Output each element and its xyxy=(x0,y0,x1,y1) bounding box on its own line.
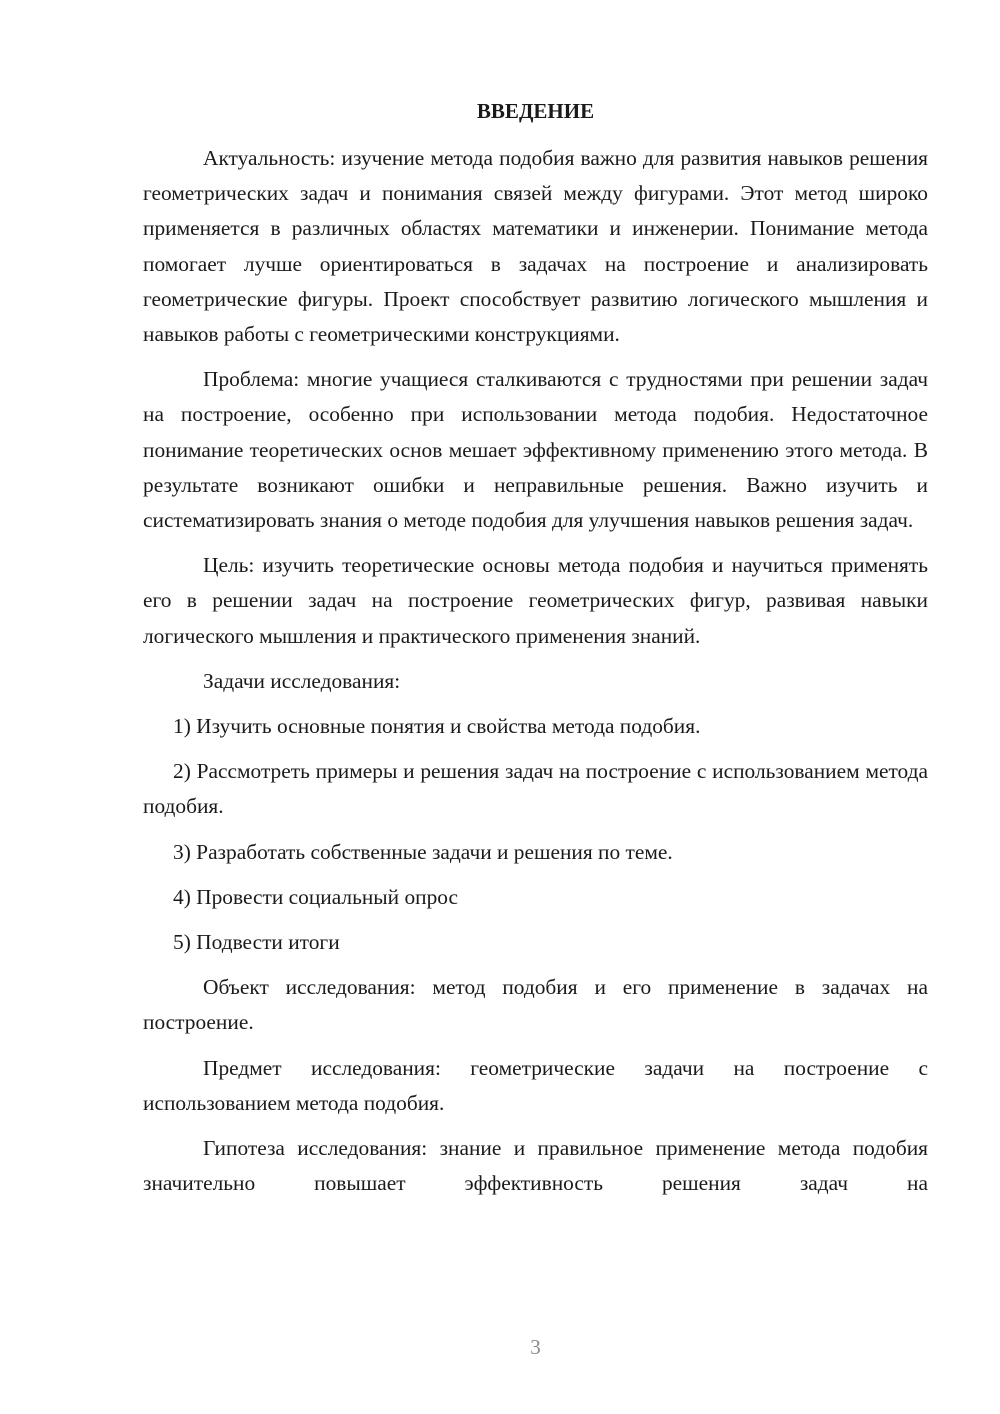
paragraph-subject: Предмет исследования: геометрические задачи на построение с использованием метода подобия. xyxy=(143,1055,928,1115)
paragraph-relevance: Актуальность: изучение метода подобия важно для развития навыков решения геометрических задач и понимания связей между фигурами. Этот метод широко применяется в различных областях математики и инженерии. Понимание метода помогает лучше ориентироваться в задачах на построение и анализировать геометрические фигуры. Проект способствует развитию логического мышления и навыков работы с геометрическими конструкциями. xyxy=(143,146,928,347)
paragraph-goal: Цель: изучить теоретические основы метода подобия и научиться применять его в решении задач на построение геометрических фигур, развивая навыки логического мышления и практического применения знаний. xyxy=(143,553,928,648)
paragraph-problem: Проблема: многие учащиеся сталкиваются с трудностями при решении задач на построение, особенно при использовании метода подобия. Недостаточное понимание теоретических основ мешает эффективному применению этого метода. В результате возникают ошибки и неправильные решения. Важно изучить и систематизировать знания о методе подобия для улучшения навыков решения задач. xyxy=(143,367,928,533)
paragraph-hypothesis: Гипотеза исследования: знание и правильное применение метода подобия значительно повышает эффективность решения задач на xyxy=(143,1136,928,1196)
body-text xyxy=(143,141,928,1211)
page-number: 3 xyxy=(530,1335,541,1359)
task-item: 3) Разработать собственные задачи и решения по теме. xyxy=(173,839,673,864)
tasks-title: Задачи исследования: xyxy=(203,668,401,693)
task-item: 5) Подвести итоги xyxy=(173,930,340,955)
paragraph-object: Объект исследования: метод подобия и его применение в задачах на построение. xyxy=(143,975,928,1035)
task-item: 4) Провести социальный опрос xyxy=(173,884,459,909)
task-item: 2) Рассмотреть примеры и решения задач на построение с использованием метода подобия. xyxy=(143,759,928,819)
task-item: 1) Изучить основные понятия и свойства метода подобия. xyxy=(173,714,701,739)
page-heading: ВВЕДЕНИЕ xyxy=(476,99,595,123)
